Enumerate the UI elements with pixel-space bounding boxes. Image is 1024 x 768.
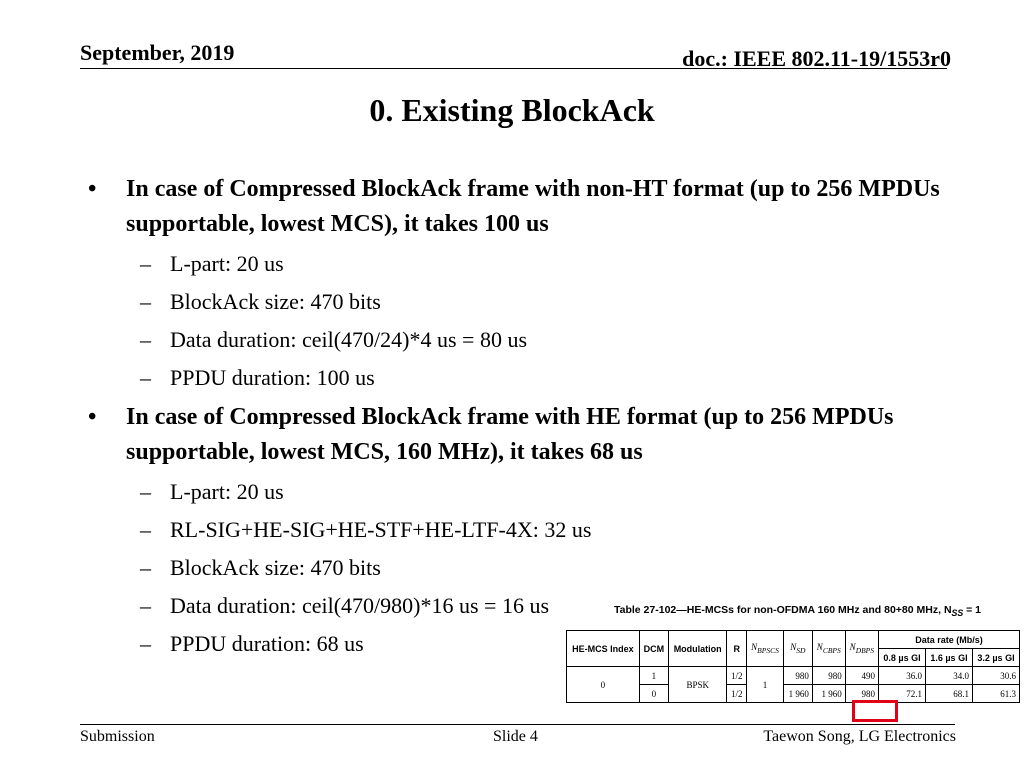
footer-slide-number: Slide 4 [493, 728, 538, 745]
sub-item: – PPDU duration: 100 us [140, 365, 375, 390]
col-header-dcm: DCM [639, 631, 668, 667]
sub-item: – Data duration: ceil(470/980)*16 us = 16 us [140, 593, 550, 618]
sub-item: – L-part: 20 us [140, 479, 284, 504]
bullet-marker: • [88, 404, 97, 430]
col-header-mcs: HE-MCS Index [567, 631, 640, 667]
col-header-ncbps: $N_{CBPS}$ [812, 631, 845, 667]
sub-item: – L-part: 20 us [140, 251, 284, 276]
col-header-nbpscs: $N_{BPSCS}$ [747, 631, 784, 667]
table-caption: Table 27-102—HE-MCSs for non-OFDMA 160 MHz and 80+80 MHz, $N_{SS} = 1$ [614, 604, 982, 619]
footer-divider [80, 724, 955, 725]
footer-author: Taewon Song, LG Electronics [763, 728, 956, 745]
sub-item: – BlockAck size: 470 bits [140, 289, 381, 314]
bullet-text-2: In case of Compressed BlockAck frame with HE format (up to 256 MPDUs supportable, lowest MCS, 160 MHz), it takes 68 us [126, 404, 894, 465]
highlight-box [852, 700, 898, 722]
bullet-text-1: In case of Compressed BlockAck frame with non-HT format (up to 256 MPDUs supportable, lowest MCS), it takes 100 us [126, 176, 940, 237]
header-doc-id: doc.: IEEE 802.11-19/1553r0 [682, 46, 951, 71]
col-header-gi-0-8: 0.8 µs GI [879, 649, 926, 667]
col-header-gi-1-6: 1.6 µs GI [925, 649, 972, 667]
sub-item: – BlockAck size: 470 bits [140, 555, 381, 580]
sub-item: – PPDU duration: 68 us [140, 631, 364, 656]
header-divider [80, 68, 947, 69]
sub-item: – RL-SIG+HE-SIG+HE-STF+HE-LTF-4X: 32 us [140, 517, 592, 542]
slide-title: 0. Existing BlockAck [369, 92, 655, 128]
col-header-r: R [727, 631, 747, 667]
mcs-table [566, 630, 1020, 724]
bullet-marker: • [88, 176, 97, 202]
header-date: September, 2019 [80, 40, 235, 65]
footer-submission: Submission [80, 728, 155, 745]
col-header-modulation: Modulation [668, 631, 726, 667]
col-header-data-rate: Data rate (Mb/s) [879, 631, 1020, 649]
col-header-ndbps: $N_{DBPS}$ [845, 631, 878, 667]
col-header-nsd: $N_{SD}$ [783, 631, 812, 667]
col-header-gi-3-2: 3.2 µs GI [972, 649, 1019, 667]
table-row: 0 1/2 1 960 1 960 980 72.1 68.1 61.3 [567, 685, 1020, 703]
table-row: 0 1 BPSK 1/2 1 980 980 490 36.0 34.0 30.6 [567, 667, 1020, 685]
sub-item: – Data duration: ceil(470/24)*4 us = 80 us [140, 327, 528, 352]
